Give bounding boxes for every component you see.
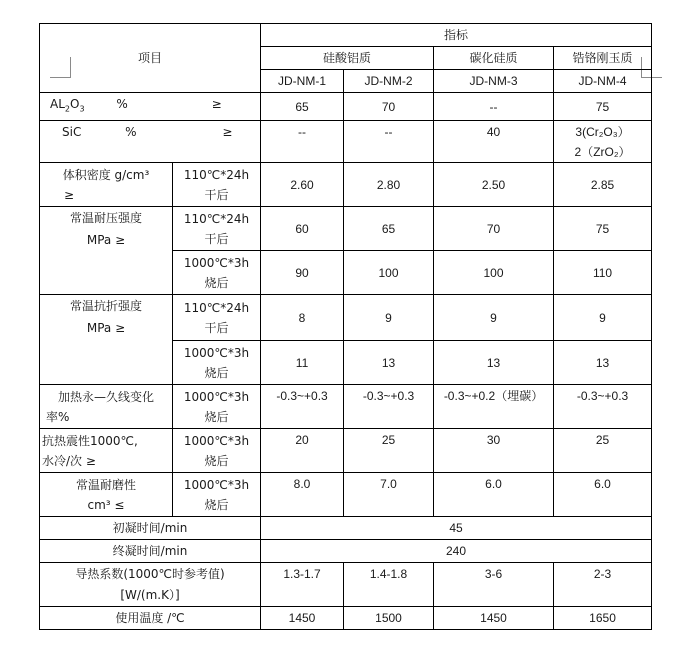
density-value-2: 2.80: [344, 163, 434, 207]
compress-label: 常温耐压强度: [69, 211, 142, 226]
heating-value-3: -0.3~+0.2（埋碳）: [434, 385, 554, 429]
conductivity-value-3: 3-6: [434, 563, 554, 607]
sic-value-4-line2: 2（ZrO₂）: [574, 144, 631, 159]
al2o3-value-3: --: [434, 93, 554, 121]
al2o3-operator: ≥: [211, 97, 222, 111]
al2o3-label: $AL_2O_3$: [50, 97, 85, 114]
sic-value-2: --: [344, 121, 434, 163]
compress-condition-2: [173, 251, 261, 295]
flex-value-1-4: 9: [554, 295, 652, 341]
flex-unit: MPa ≥: [86, 321, 126, 336]
abrasion-label-cell: [40, 473, 173, 517]
flex-condition-2: [173, 341, 261, 385]
condition-line1: 110℃*24h: [183, 211, 250, 226]
density-condition: [173, 163, 261, 207]
compress-value-1-3: 70: [434, 207, 554, 251]
shock-condition: [173, 429, 261, 473]
flex-value-2-4: 13: [554, 341, 652, 385]
heating-label: 加热永—久线变化: [57, 389, 154, 404]
density-value-4: 2.85: [554, 163, 652, 207]
shock-value-4: 25: [554, 429, 652, 473]
density-label: 体积密度 g/cm³: [62, 167, 150, 182]
temp-value-3: 1450: [434, 607, 554, 630]
condition-line1: 1000℃*3h: [183, 433, 250, 448]
abrasion-value-1: 8.0: [261, 473, 344, 517]
al2o3-label-cell: [40, 93, 261, 121]
header-material-3: [554, 47, 652, 70]
density-operator: ≥: [64, 187, 75, 202]
abrasion-value-3: 6.0: [434, 473, 554, 517]
sic-unit: %: [125, 125, 137, 140]
density-label-cell: [40, 163, 173, 207]
condition-line1: 1000℃*3h: [183, 255, 250, 270]
sic-label-cell: [40, 121, 261, 163]
condition-line2: 干后: [204, 320, 229, 335]
header-indicator-label: 指标: [444, 28, 469, 42]
material-label: 碳化硅质: [469, 51, 518, 65]
heating-value-2: -0.3~+0.3: [344, 385, 434, 429]
abrasion-condition: [173, 473, 261, 517]
density-value-1: 2.60: [261, 163, 344, 207]
grade-2: JD-NM-2: [344, 70, 434, 93]
compress-label-cell: [40, 207, 173, 295]
final-set-label: 终凝时间/min: [40, 540, 261, 563]
compress-value-1-4: 75: [554, 207, 652, 251]
header-item-label: 项目: [138, 51, 163, 65]
conductivity-label-cell: [40, 563, 261, 607]
conductivity-value-2: 1.4-1.8: [344, 563, 434, 607]
shock-label-cell: [40, 429, 173, 473]
sic-value-4-line1: 3(Cr₂O₃）: [575, 124, 630, 139]
al2o3-unit: %: [116, 97, 128, 111]
temp-label: 使用温度 /℃: [40, 607, 261, 630]
temp-value-1: 1450: [261, 607, 344, 630]
grade-4: JD-NM-4: [554, 70, 652, 93]
condition-line1: 1000℃*3h: [183, 389, 250, 404]
shock-value-2: 25: [344, 429, 434, 473]
abrasion-unit: cm³ ≤: [87, 497, 125, 512]
flex-value-1-2: 9: [344, 295, 434, 341]
al2o3-value-2: 70: [344, 93, 434, 121]
flex-label: 常温抗折强度: [69, 299, 142, 314]
initial-set-value: 45: [261, 517, 652, 540]
heating-condition: [173, 385, 261, 429]
header-indicator-cell: [261, 24, 652, 47]
density-value-3: 2.50: [434, 163, 554, 207]
flex-label-cell: [40, 295, 173, 385]
compress-value-1-2: 65: [344, 207, 434, 251]
conductivity-unit: [W/(m.K）]: [120, 587, 180, 602]
conductivity-value-4: 2-3: [554, 563, 652, 607]
flex-value-1-3: 9: [434, 295, 554, 341]
compress-condition-1: [173, 207, 261, 251]
compress-value-2-3: 100: [434, 251, 554, 295]
shock-value-1: 20: [261, 429, 344, 473]
temp-value-4: 1650: [554, 607, 652, 630]
header-material-2: [434, 47, 554, 70]
flex-value-2-3: 13: [434, 341, 554, 385]
compress-unit: MPa ≥: [86, 233, 126, 248]
header-item-cell: [40, 24, 261, 93]
grade-1: JD-NM-1: [261, 70, 344, 93]
compress-value-1-1: 60: [261, 207, 344, 251]
temp-value-2: 1500: [344, 607, 434, 630]
flex-value-1-1: 8: [261, 295, 344, 341]
abrasion-label: 常温耐磨性: [75, 477, 136, 492]
conductivity-value-1: 1.3-1.7: [261, 563, 344, 607]
heating-label-cell: [40, 385, 173, 429]
header-material-1: [261, 47, 434, 70]
heating-value-1: -0.3~+0.3: [261, 385, 344, 429]
sic-value-1: --: [261, 121, 344, 163]
condition-line1: 110℃*24h: [183, 300, 250, 315]
condition-line2: 烧后: [204, 409, 229, 424]
specification-table: [39, 23, 652, 630]
condition-line2: 烧后: [204, 497, 229, 512]
al2o3-value-1: 65: [261, 93, 344, 121]
condition-line1: 1000℃*3h: [183, 477, 250, 492]
al2o3-value-4: 75: [554, 93, 652, 121]
flex-value-2-2: 13: [344, 341, 434, 385]
initial-set-label: 初凝时间/min: [40, 517, 261, 540]
shock-unit: 水冷/次 ≥: [42, 453, 96, 468]
compress-value-2-4: 110: [554, 251, 652, 295]
heating-value-4: -0.3~+0.3: [554, 385, 652, 429]
abrasion-value-4: 6.0: [554, 473, 652, 517]
flex-condition-1: [173, 295, 261, 341]
heating-unit: 率%: [46, 409, 70, 424]
material-label: 硅酸铝质: [323, 51, 372, 65]
compress-value-2-2: 100: [344, 251, 434, 295]
condition-line2: 干后: [204, 231, 229, 246]
sic-operator: ≥: [222, 125, 233, 140]
condition-line2: 烧后: [204, 365, 229, 380]
condition-line2: 干后: [204, 187, 229, 202]
condition-line1: 110℃*24h: [183, 167, 250, 182]
flex-value-2-1: 11: [261, 341, 344, 385]
grade-3: JD-NM-3: [434, 70, 554, 93]
sic-value-3: 40: [434, 121, 554, 163]
condition-line1: 1000℃*3h: [183, 345, 250, 360]
sic-label: SiC: [62, 125, 82, 140]
sic-value-4: [554, 121, 652, 163]
material-label: 锆铬刚玉质: [572, 51, 633, 65]
conductivity-label: 导热系数(1000℃时参考值): [75, 566, 225, 581]
final-set-value: 240: [261, 540, 652, 563]
condition-line2: 烧后: [204, 275, 229, 290]
shock-value-3: 30: [434, 429, 554, 473]
shock-label: 抗热震性1000℃,: [42, 433, 138, 448]
abrasion-value-2: 7.0: [344, 473, 434, 517]
compress-value-2-1: 90: [261, 251, 344, 295]
condition-line2: 烧后: [204, 453, 229, 468]
